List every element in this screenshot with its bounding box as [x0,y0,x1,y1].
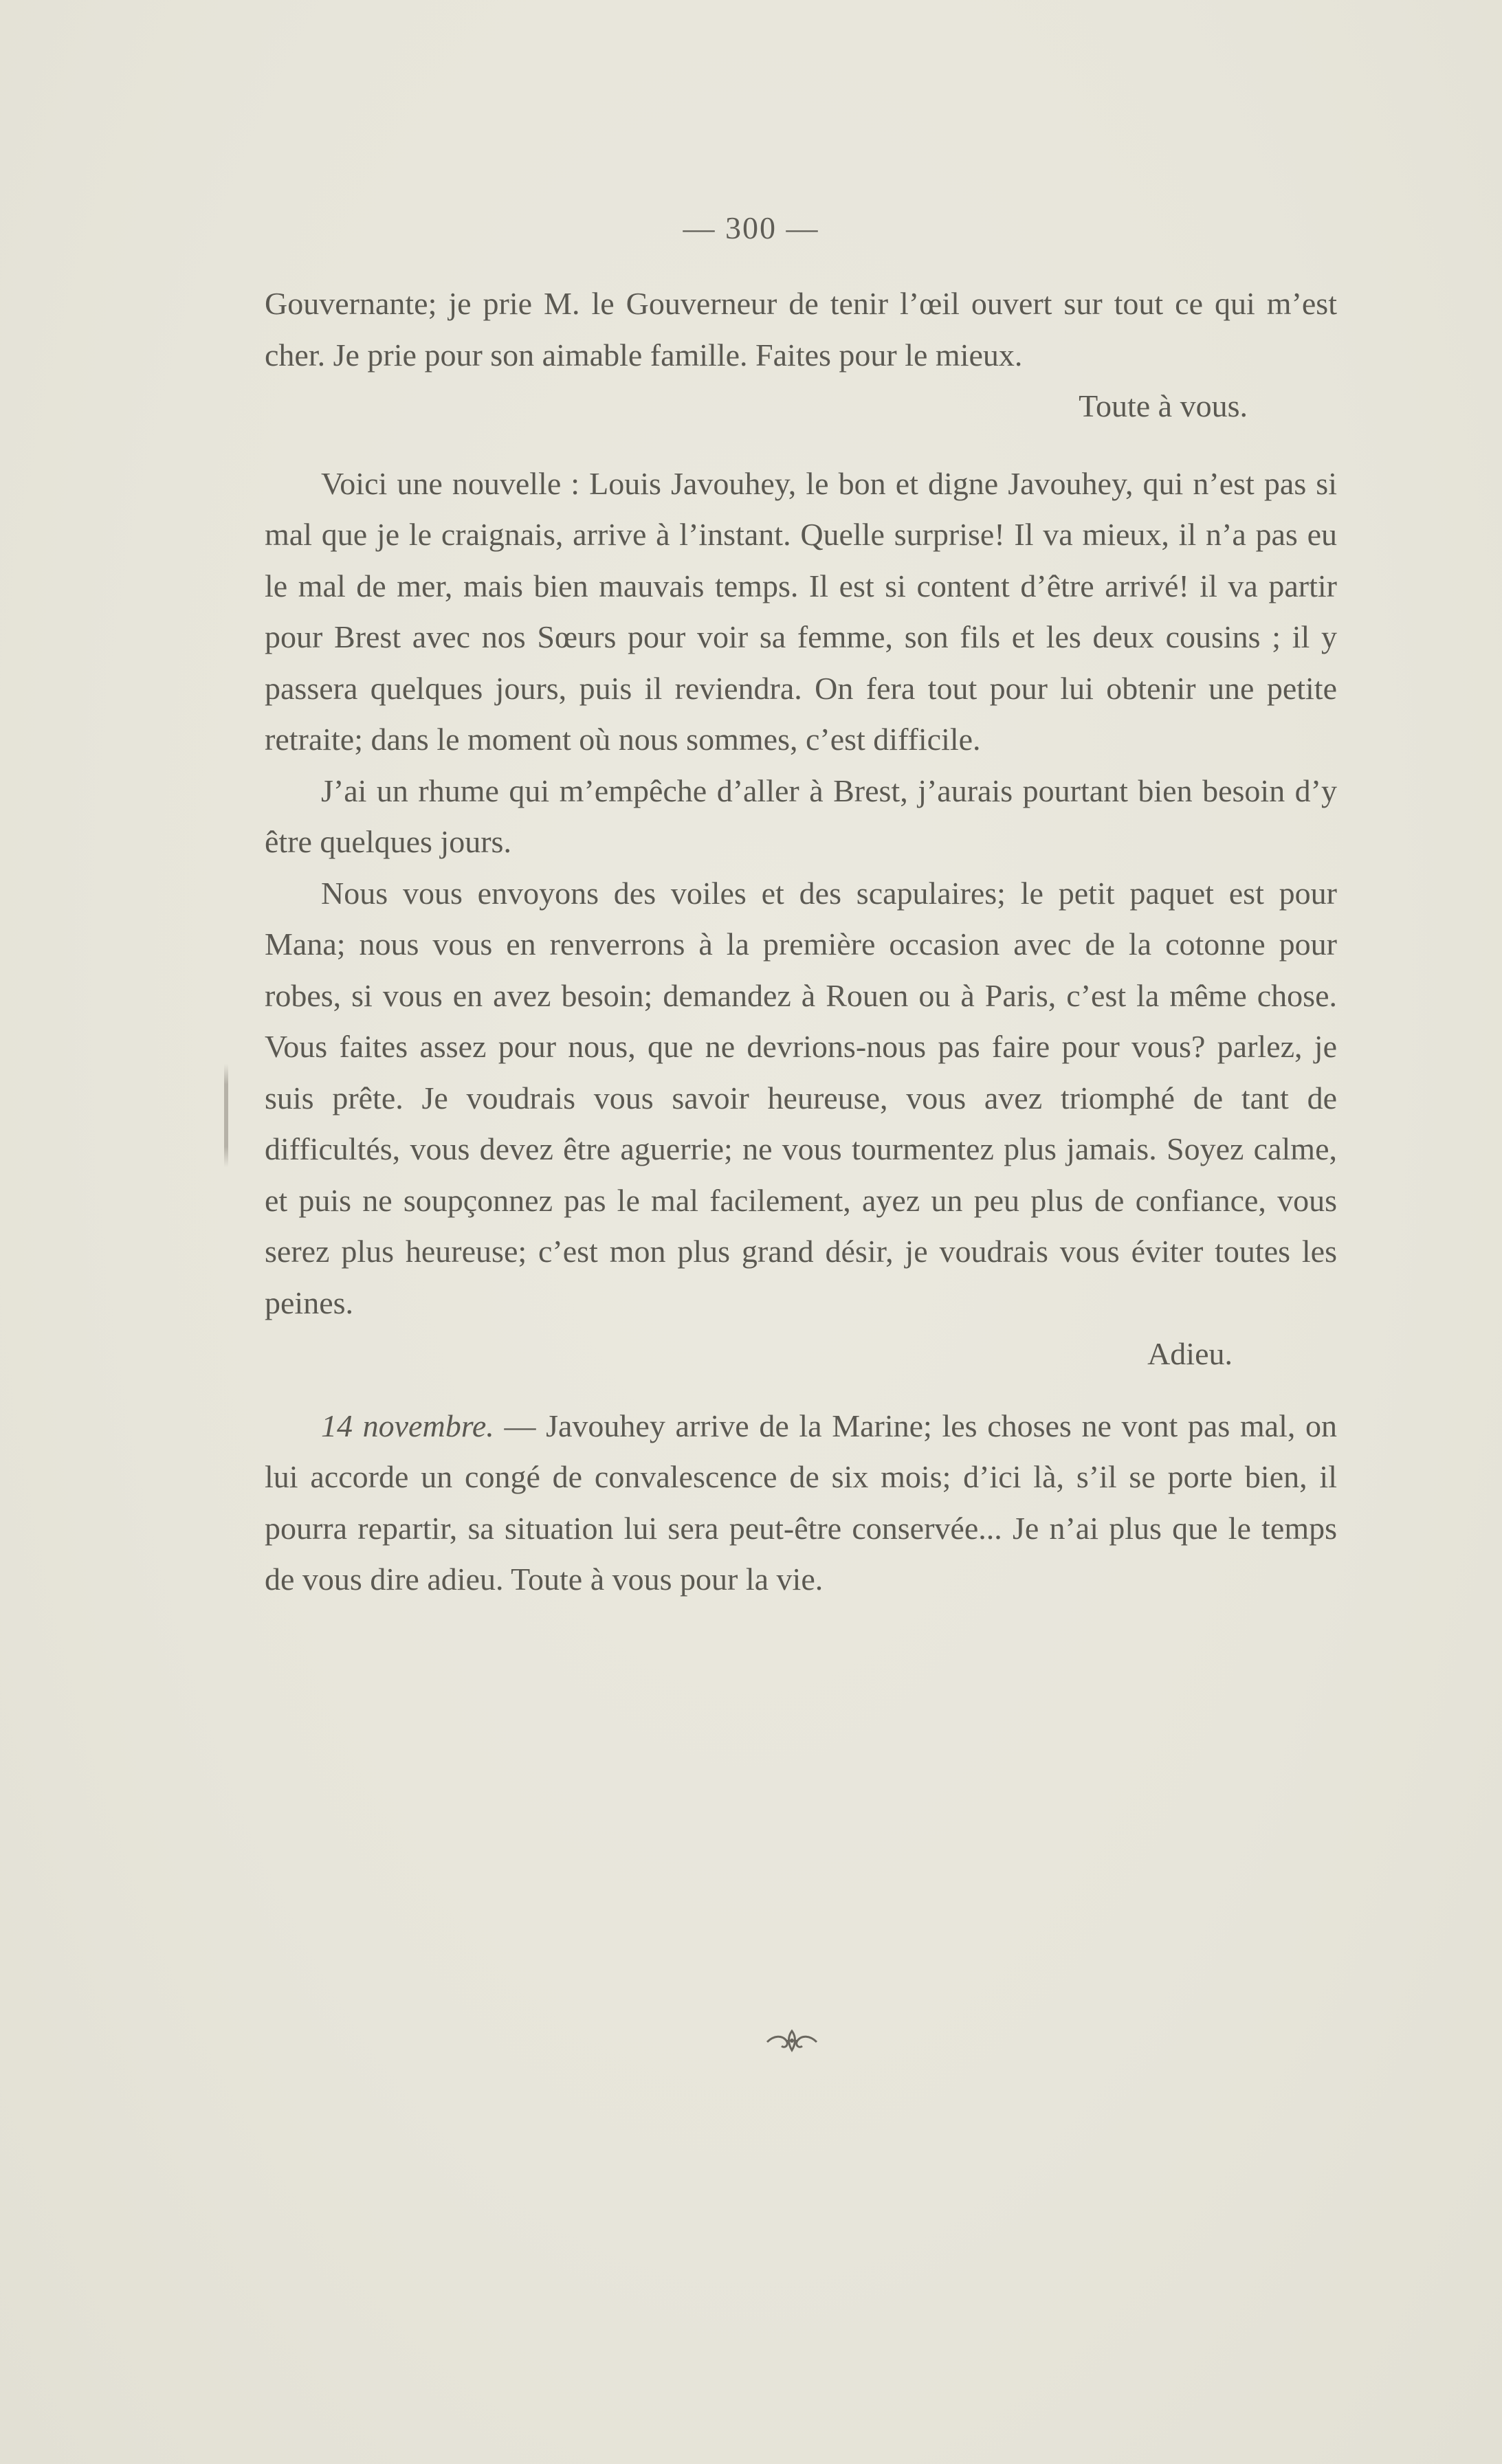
signoff-toute-a-vous: Toute à vous. [1079,388,1248,423]
margin-pencil-mark [224,1064,228,1167]
paragraph-nouvelle: Voici une nouvelle : Louis Javouhey, le bon et digne Javouhey, qui n’est pas si mal que je le craignais, arrive à l’instant. Quelle surprise! Il va mieux, il n’a pas eu le mal de mer, mais bien mauvais temps. Il est si content d’être arrivé! il va partir pour Brest avec nos Sœurs pour voir sa femme, son fils et les deux cousins ; il y passera quelques jours, puis il reviendra. On fera tout pour lui obtenir une petite retraite; dans le moment où nous sommes, c’est difficile. [265,465,1337,757]
page-number: — 300 — [683,210,819,245]
date-14-novembre: 14 novembre. [321,1408,494,1443]
paragraph-voiles: Nous vous envoyons des voiles et des scapulaires; le petit paquet est pour Mana; nous vous en renverrons à la première occasion avec de la cotonne pour robes, si vous en avez besoin; demandez à Rouen ou à Paris, c’est la même chose. Vous faites assez pour nous, que ne devrions-nous pas faire pour vous? parlez, je suis prête. Je voudrais vous savoir heureuse, vous avez triomphé de tant de difficultés, vous devez être aguerrie; ne vous tourmentez plus jamais. Soyez calme, et puis ne soupçonnez pas le mal facilement, ayez un peu plus de confiance, vous serez plus heureuse; c’est mon plus grand désir, je voudrais vous éviter toutes les peines. [265,875,1337,1320]
floral-ornament-icon [764,2023,819,2057]
signoff-adieu: Adieu. [1147,1336,1233,1371]
letter-text [265,278,1337,1606]
paragraph-novembre-text: — Javouhey arrive de la Marine; les choses ne vont pas mal, on lui accorde un congé de convalescence de six mois; d’ici là, s’il se porte bien, il pourra repartir, sa situation lui sera peut-être conservée... Je n’ai plus que le temps de vous dire adieu. Toute à vous pour la vie. [265,1408,1337,1597]
paragraph-rhume: J’ai un rhume qui m’empêche d’aller à Brest, j’aurais pourtant bien besoin d’y être quelques jours. [265,773,1337,859]
paragraph-novembre [265,1401,1337,1606]
paragraph-continuation: Gouvernante; je prie M. le Gouverneur de tenir l’œil ouvert sur tout ce qui m’est cher. Je prie pour son aimable famille. Faites pour le mieux. [265,286,1337,373]
